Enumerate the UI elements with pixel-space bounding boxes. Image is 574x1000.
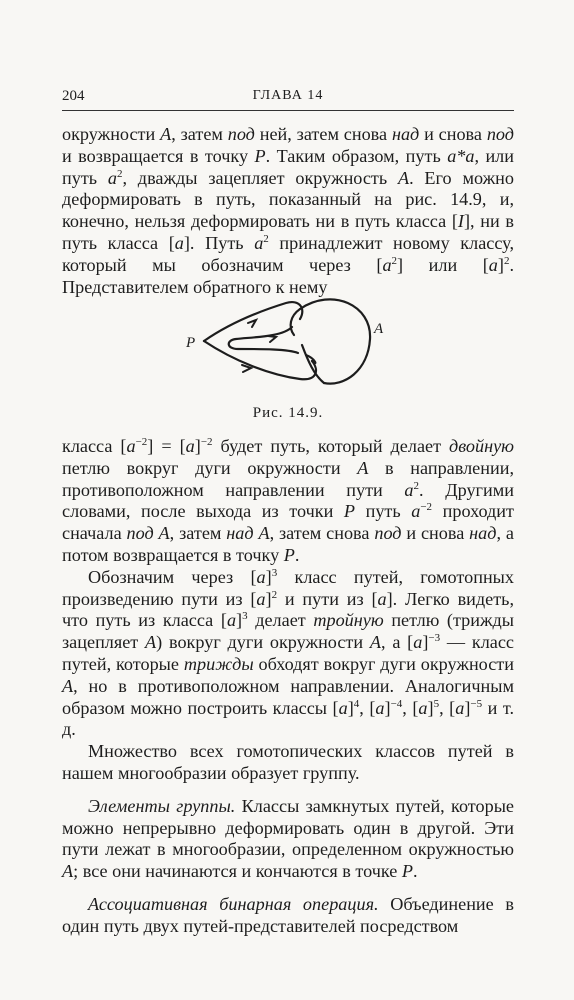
figure-caption: Рис. 14.9. (252, 405, 324, 421)
figure-14-9 (62, 283, 514, 403)
paragraph: Обозначим через $[a]^3$ класс путей, гомотопных произведению пути из $[a]^2$ и пути из [a]. Легко видеть, что путь из класса $[a]^3$ делает тройную петлю (трижды зацепляет A) вокруг дуги окружности A, а $[a]^{-3}$ — класс путей, которые трижды обходят вокруг дуги окружности A, но в противоположном направлении. Аналогичным образом можно построить классы $[a]^4$, $[a]^{-4}$, $[a]^5$, $[a]^{-5}$ и т. д. (62, 566, 515, 740)
text-block-bottom (62, 436, 514, 938)
header-rule (62, 110, 514, 111)
paragraph: Ассоциативная бинарная операция. Объединение в один путь двух путей-представителей посредством (62, 893, 514, 936)
paragraph: окружности A, затем под ней, затем снова над и снова под и возвращается в точку P. Таким образом, путь a*a, или путь $a^2$, дважды зацепляет окружность A. Его можно деформировать в путь, показанный на рис. 14.9, и, конечно, нельзя деформировать ни в путь класса [I], ни в путь класса [a]. Путь $a^2$ принадлежит новому классу, который мы обозначим через $[a^2]$ или $[a]^2$. Представителем обратного к нему (62, 124, 514, 297)
text-block-top (62, 124, 514, 298)
page-number: 204 (62, 88, 85, 104)
circle-a-label: A (374, 321, 384, 337)
chapter-title: ГЛАВА 14 (252, 88, 324, 103)
knot-diagram (182, 283, 382, 403)
paragraph: класса $[a^{-2}] = [a]^{-2}$ будет путь, который делает двойную петлю вокруг дуги окружности A в направлении, противоположном направлении пути $a^2$. Другими словами, после выхода из точки P путь $a^{-2}$ проходит сначала под A, затем над A, затем снова под и снова над, а потом возвращается в точку P. (62, 436, 515, 565)
point-p-label: P (186, 335, 196, 351)
paragraph: Элементы группы. Классы замкнутых путей, которые можно непрерывно деформировать один в другой. Эти пути лежат в многообразии, определенном окружностью A; все они начинаются и кончаются в точке P. (62, 795, 514, 882)
running-header (62, 88, 514, 110)
paragraph: Множество всех гомотопических классов путей в нашем многообразии образует группу. (62, 741, 514, 783)
